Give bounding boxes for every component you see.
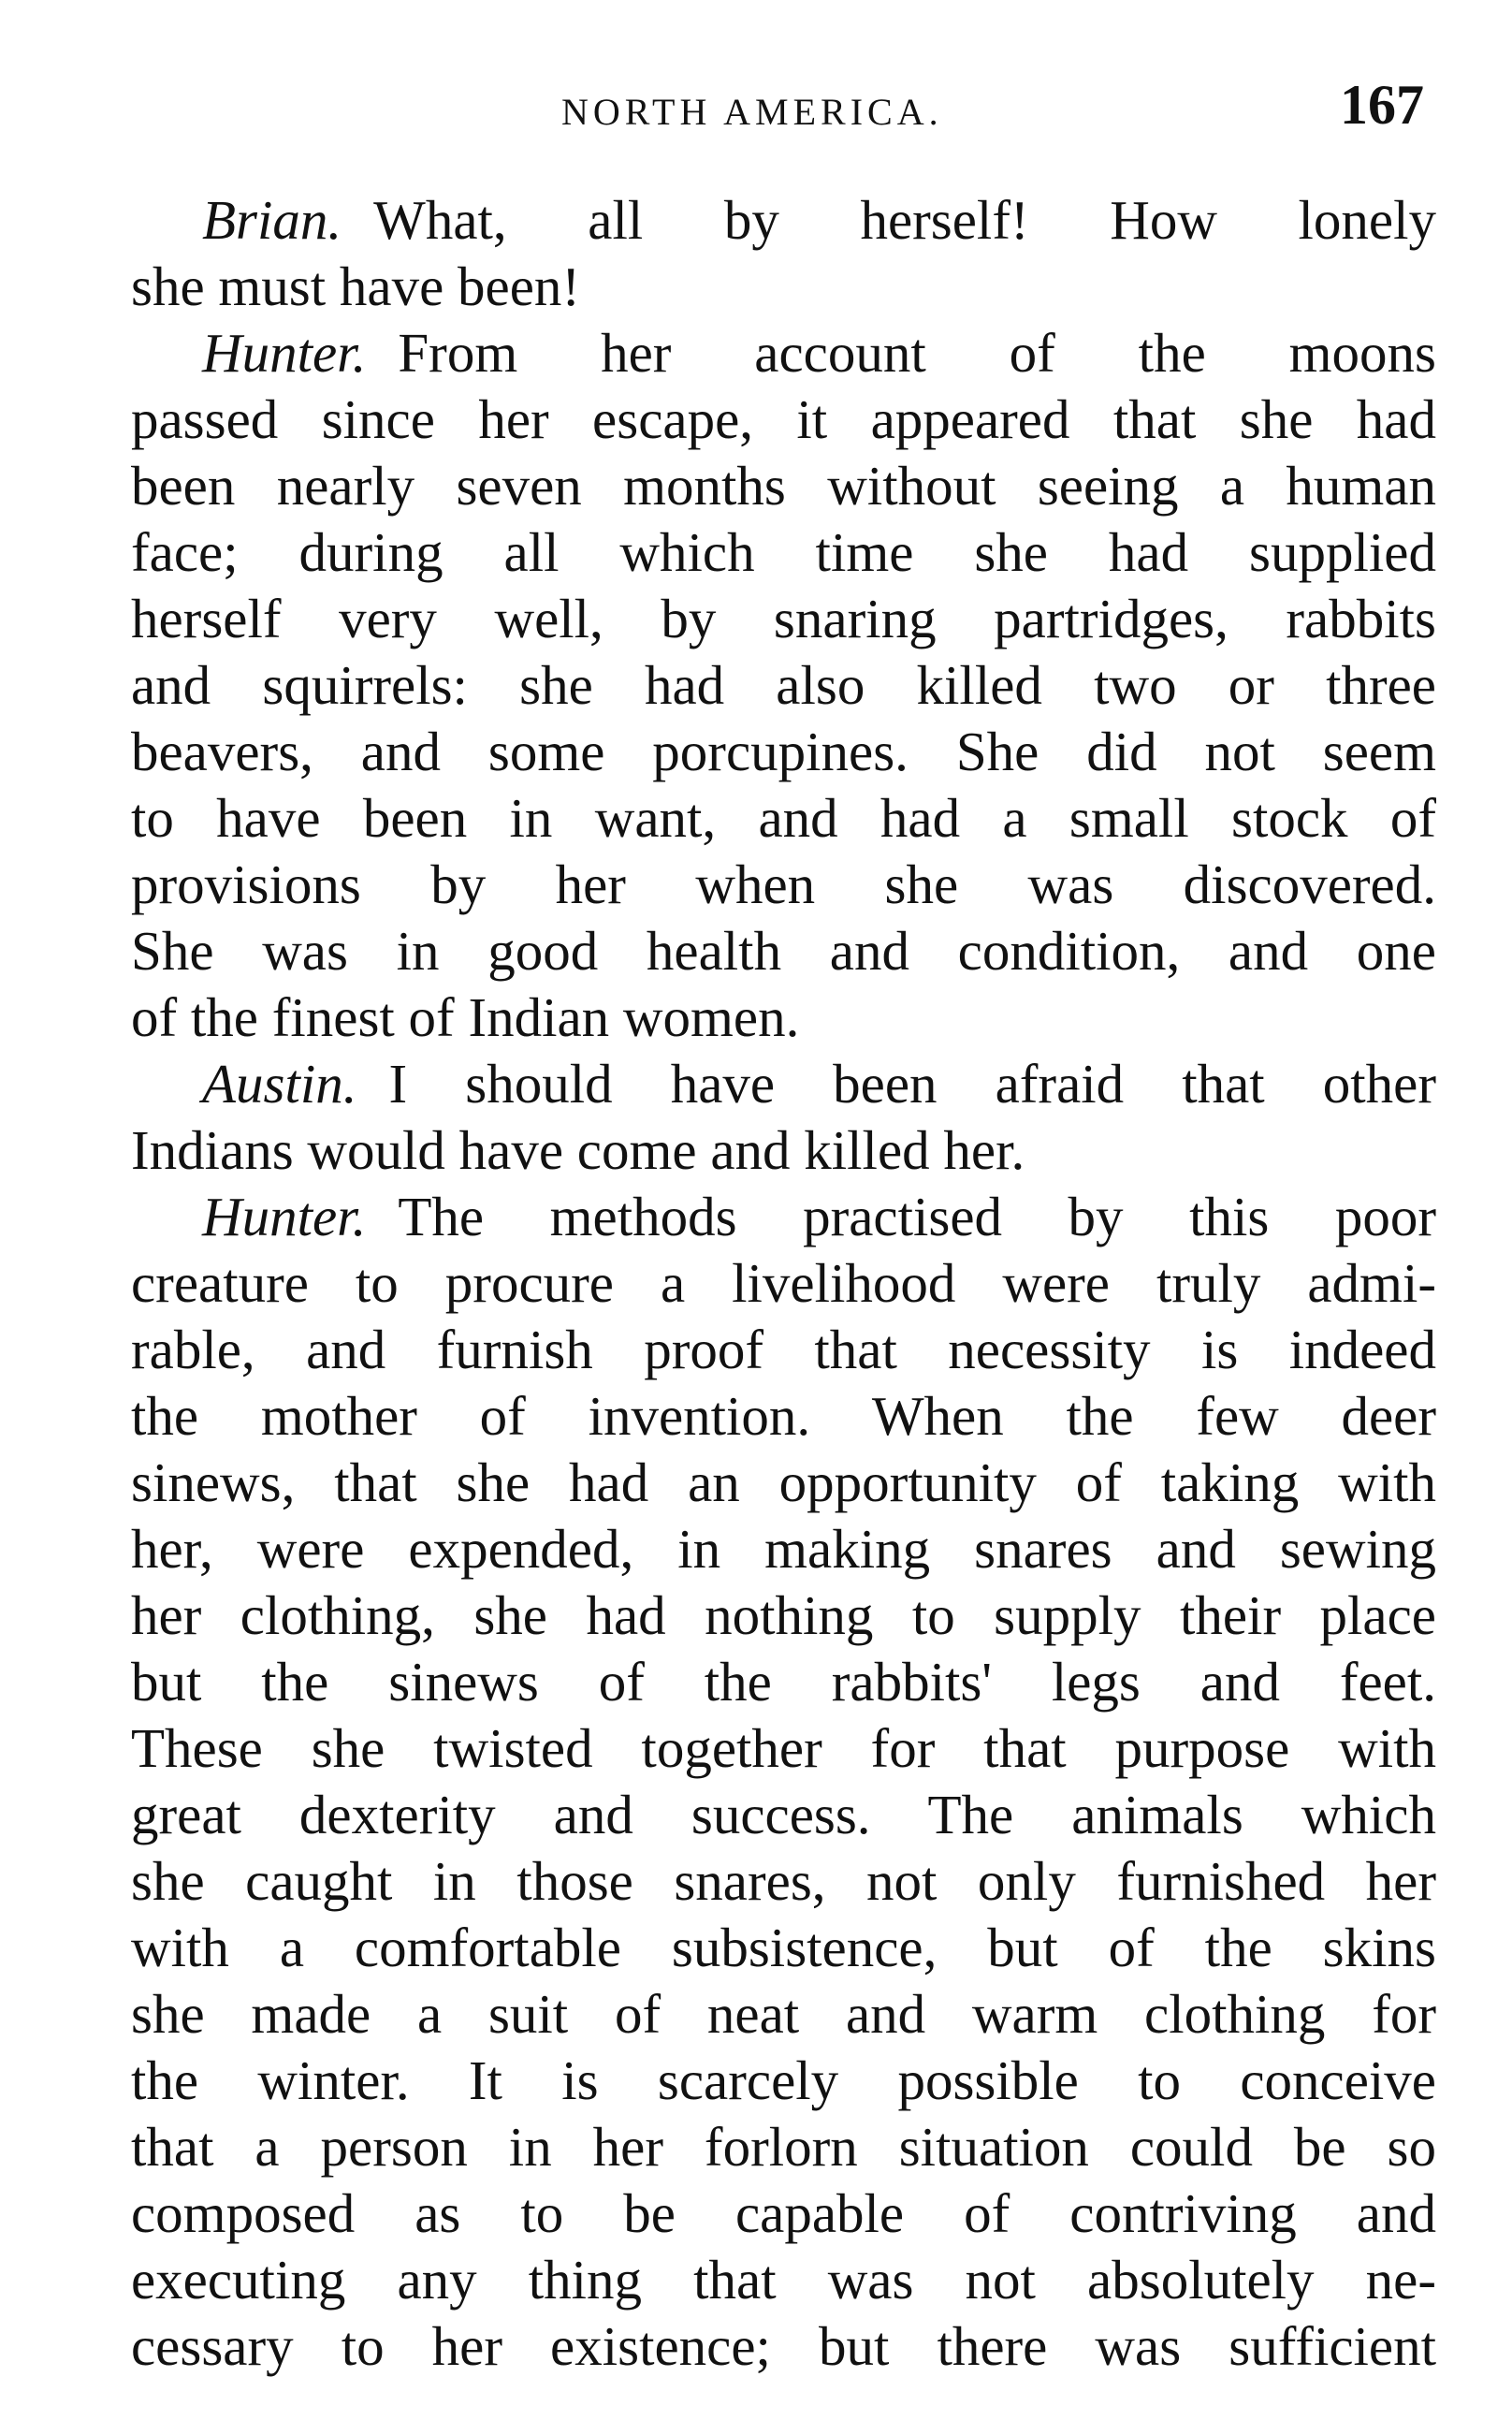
text-line [131, 1782, 1436, 1848]
text-line [131, 2247, 1436, 2313]
line-text: composed as to be capable of contriving and [131, 2182, 1436, 2244]
running-head [131, 73, 1432, 148]
text-line [131, 1051, 1436, 1117]
line-text: cessary to her existence; but there was sufficient [131, 2315, 1436, 2377]
line-text: I should have been afraid that other [388, 1053, 1436, 1115]
line-text: She was in good health and condition, and one [131, 920, 1436, 982]
line-text: her clothing, she had nothing to supply their place [131, 1584, 1436, 1646]
running-title: NORTH AMERICA. [561, 91, 943, 133]
line-text: her, were expended, in making snares and sewing [131, 1518, 1436, 1580]
line-text: she must have been! [131, 255, 581, 317]
text-line [131, 1450, 1436, 1516]
text-line [131, 2313, 1436, 2380]
line-text: face; during all which time she had supplied [131, 521, 1436, 583]
speaker-name: Hunter. [202, 1186, 367, 1247]
line-text: she caught in those snares, not only furnished her [131, 1850, 1436, 1912]
text-line [131, 1117, 1436, 1184]
line-text: to have been in want, and had a small stock of [131, 787, 1436, 849]
line-text: From her account of the moons [398, 322, 1436, 384]
text-line [131, 586, 1436, 652]
text-line [131, 1649, 1436, 1715]
speaker-name: Austin. [202, 1053, 357, 1115]
text-line [131, 1184, 1436, 1250]
line-text: but the sinews of the rabbits' legs and feet. [131, 1651, 1436, 1713]
line-text: passed since her escape, it appeared that she had [131, 388, 1436, 450]
text-line [131, 1317, 1436, 1383]
text-line [131, 1516, 1436, 1582]
page-number: 167 [1340, 74, 1424, 136]
line-text: herself very well, by snaring partridges, rabbits [131, 588, 1436, 649]
text-line [131, 320, 1436, 386]
text-line [131, 719, 1436, 785]
text-line [131, 2114, 1436, 2180]
line-text: The methods practised by this poor [398, 1186, 1436, 1247]
text-line [131, 1915, 1436, 1981]
text-line [131, 1383, 1436, 1450]
line-text: sinews, that she had an opportunity of taking with [131, 1451, 1436, 1513]
text-line [131, 386, 1436, 453]
line-text: the winter. It is scarcely possible to conceive [131, 2049, 1436, 2111]
speaker-name: Hunter. [202, 322, 367, 384]
line-text: provisions by her when she was discovered. [131, 853, 1436, 915]
line-text: the mother of invention. When the few deer [131, 1385, 1436, 1447]
text-line [131, 2180, 1436, 2247]
line-text: with a comfortable subsistence, but of the skins [131, 1917, 1436, 1978]
line-text: These she twisted together for that purpose with [131, 1717, 1436, 1779]
line-text: that a person in her forlorn situation could be so [131, 2116, 1436, 2178]
text-line [131, 254, 1436, 320]
text-line [131, 984, 1436, 1051]
line-text: great dexterity and success. The animals which [131, 1784, 1436, 1845]
text-line [131, 1848, 1436, 1915]
text-line [131, 1981, 1436, 2048]
body-text [131, 187, 1436, 2380]
line-text: executing any thing that was not absolutely ne- [131, 2249, 1436, 2311]
text-line [131, 1250, 1436, 1317]
text-line [131, 852, 1436, 918]
text-line [131, 519, 1436, 586]
text-line [131, 1715, 1436, 1782]
line-text: and squirrels: she had also killed two or three [131, 654, 1436, 716]
line-text: of the finest of Indian women. [131, 986, 800, 1048]
text-line [131, 1582, 1436, 1649]
text-line [131, 2048, 1436, 2114]
line-text: Indians would have come and killed her. [131, 1119, 1025, 1181]
line-text: creature to procure a livelihood were truly admi- [131, 1252, 1436, 1314]
line-text: rable, and furnish proof that necessity is indeed [131, 1319, 1436, 1380]
text-line [131, 785, 1436, 852]
text-line [131, 918, 1436, 984]
line-text: beavers, and some porcupines. She did not seem [131, 721, 1436, 782]
text-line [131, 187, 1436, 254]
line-text: she made a suit of neat and warm clothing for [131, 1983, 1436, 2045]
line-text: What, all by herself! How lonely [373, 189, 1436, 251]
speaker-name: Brian. [202, 189, 342, 251]
line-text: been nearly seven months without seeing a human [131, 455, 1436, 517]
text-line [131, 453, 1436, 519]
text-line [131, 652, 1436, 719]
